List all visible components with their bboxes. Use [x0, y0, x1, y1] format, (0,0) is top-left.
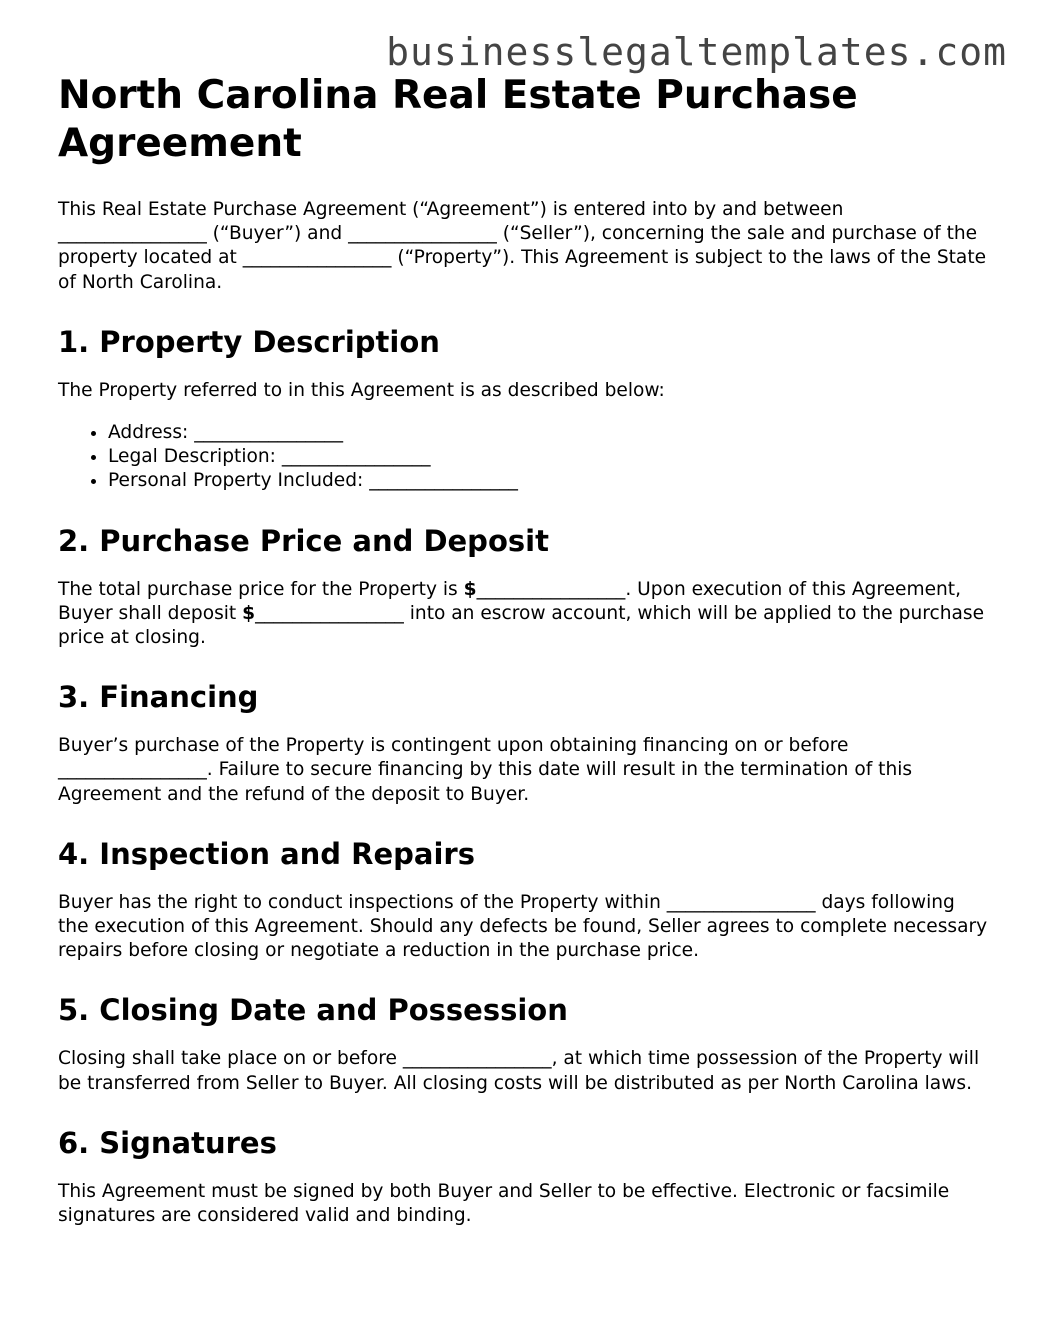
- closing-date-blank: ________________: [402, 1048, 552, 1070]
- intro-text: (“Seller”), concerning the sale and purchase of the property located at: [58, 223, 978, 269]
- legal-description-blank: ________________: [281, 446, 431, 468]
- price-paragraph: [58, 578, 988, 651]
- section-heading-inspection: 4. Inspection and Repairs: [58, 836, 475, 871]
- section-heading-property: 1. Property Description: [58, 324, 440, 359]
- financing-paragraph: [58, 734, 988, 807]
- closing-text: Closing shall take place on or before: [58, 1048, 403, 1070]
- financing-date-blank: ________________: [58, 759, 207, 781]
- personal-property-blank: ________________: [369, 470, 518, 492]
- price-text: into an escrow account, which will be applied to the purchase price at closing.: [58, 602, 985, 649]
- buyer-name-blank: ________________: [58, 223, 207, 245]
- intro-paragraph: [58, 198, 988, 295]
- personal-property-label: Personal Property Included:: [108, 470, 370, 492]
- financing-text: Buyer’s purchase of the Property is contingent upon obtaining financing on or before: [58, 735, 849, 757]
- document-title: North Carolina Real Estate Purchase Agreement: [58, 73, 858, 166]
- purchase-price-blank: ________________.: [476, 578, 632, 600]
- dollar-sign: $: [463, 578, 477, 600]
- address-blank: ________________: [194, 422, 343, 444]
- legal-description-label: Legal Description:: [108, 446, 282, 468]
- price-text: Upon execution of this Agreement, Buyer shall deposit: [58, 578, 962, 624]
- section-heading-price: 2. Purchase Price and Deposit: [58, 523, 549, 558]
- inspection-text: days following the execution of this Agreement. Should any defects be found, Seller agrees to complete necessary repairs before closing or negotiate a reduction in the purchase price.: [58, 891, 988, 962]
- section-heading-closing: 5. Closing Date and Possession: [58, 993, 568, 1028]
- property-list: [58, 421, 988, 494]
- list-item: [108, 469, 988, 493]
- closing-text: , at which time possession of the Property will be transferred from Seller to Buyer. All closing costs will be distributed as per North Carolina laws.: [58, 1048, 980, 1094]
- watermark: businesslegaltemplates.com: [386, 30, 1007, 74]
- property-paragraph: The Property referred to in this Agreement is as described below:: [58, 379, 665, 401]
- seller-name-blank: ________________: [348, 223, 497, 245]
- list-item: [108, 445, 988, 469]
- deposit-blank: ________________: [255, 602, 404, 624]
- inspection-paragraph: [58, 891, 988, 964]
- intro-text: This Real Estate Purchase Agreement (“Agreement”) is entered into by and between: [58, 199, 844, 220]
- intro-text: (“Property”). This Agreement is subject to the laws of the State of North Carolina.: [58, 247, 987, 293]
- section-heading-signatures: 6. Signatures: [58, 1125, 277, 1160]
- document-page: [58, 72, 988, 1256]
- inspection-days-blank: ________________: [666, 891, 816, 913]
- intro-text: (“Buyer”) and: [206, 223, 349, 245]
- section-heading-financing: 3. Financing: [58, 680, 259, 715]
- signatures-paragraph: This Agreement must be signed by both Buyer and Seller to be effective. Electronic or facsimile signatures are considered valid and binding.: [58, 1180, 950, 1227]
- financing-text: . Failure to secure financing by this date will result in the termination of this Agreement and the refund of the deposit to Buyer.: [58, 759, 913, 805]
- inspection-text: Buyer has the right to conduct inspections of the Property within: [58, 891, 667, 913]
- list-item: [108, 421, 988, 445]
- dollar-sign: $: [242, 602, 256, 624]
- property-location-blank: ________________: [242, 247, 392, 269]
- price-text: The total purchase price for the Property is: [58, 578, 464, 600]
- closing-paragraph: [58, 1047, 988, 1095]
- address-label: Address:: [108, 422, 195, 444]
